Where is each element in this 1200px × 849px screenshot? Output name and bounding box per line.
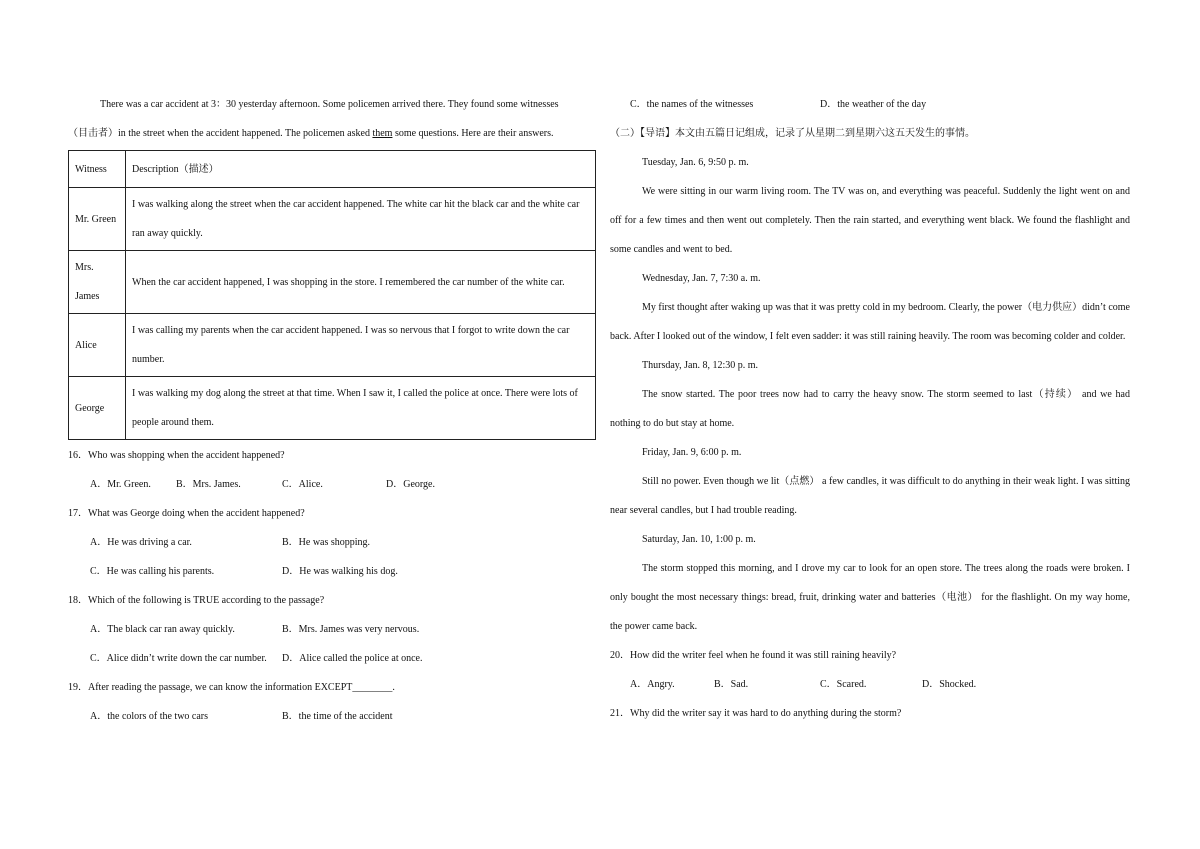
header-witness: Witness (69, 151, 126, 188)
diary-text: The storm stopped this morning, and I drove my car to look for an open store. The trees along the roads were broken. I only bought the most necessary things: bread, fruit, drinking water and batteries（电池） for the flashlight. On my way home, the power came back. (610, 563, 1130, 632)
option-c[interactable]: C．the names of the witnesses (630, 99, 754, 110)
witness-description: When the car accident happened, I was shopping in the store. I remembered the car number of the white car. (126, 251, 596, 314)
question-19 (68, 673, 596, 731)
question-17 (68, 499, 596, 586)
option-c[interactable]: C．He was calling his parents. (90, 566, 215, 577)
witness-description: I was calling my parents when the car accident happened. I was so nervous that I forgot to write down the car number. (126, 314, 596, 377)
table-row (69, 188, 596, 251)
witness-description: I was walking along the street when the car accident happened. The white car hit the black car and the white car ran away quickly. (126, 188, 596, 251)
table-row (69, 377, 596, 440)
right-column (610, 90, 1130, 728)
option-b[interactable]: B．Mrs. James. (176, 479, 241, 490)
option-c[interactable]: C．Alice. (282, 479, 323, 490)
diary-date: Friday, Jan. 9, 6:00 p. m. (642, 447, 742, 458)
question-stem: 20．How did the writer feel when he found it was still raining heavily? (610, 650, 897, 661)
witness-description: I was walking my dog along the street at that time. When I saw it, I called the police at once. There were lots of people around them. (126, 377, 596, 440)
question-18 (68, 586, 596, 673)
diary-text: We were sitting in our warm living room. The TV was on, and everything was peaceful. Suddenly the light went on and off for a few times and then went out completely. Then the rain started, and everything went black. We found the flashlight and some candles and went to bed. (610, 186, 1130, 255)
underlined-word-them: them (372, 128, 393, 139)
diary-text: The snow started. The poor trees now had to carry the heavy snow. The storm seemed to last（持续） and we had nothing to do but stay at home. (610, 389, 1130, 429)
diary-text: My first thought after waking up was that it was pretty cold in my bedroom. Clearly, the power（电力供应）didn’t come back. After I looked out of the window, I felt even sadder: it was still raining heavily. The room was becoming colder and colder. (610, 302, 1130, 342)
option-b[interactable]: B．the time of the accident (282, 711, 393, 722)
witness-name: Mr. Green (69, 188, 126, 251)
option-a[interactable]: A．Mr. Green. (90, 479, 151, 490)
question-19-continued (610, 90, 1130, 119)
option-b[interactable]: B．Mrs. James was very nervous. (282, 624, 420, 635)
witness-table (68, 150, 596, 440)
option-d[interactable]: D．He was walking his dog. (282, 566, 398, 577)
witness-name: Mrs. James (69, 251, 126, 314)
option-c[interactable]: C．Scared. (820, 679, 867, 690)
option-a[interactable]: A．Angry. (630, 679, 675, 690)
witness-name: Alice (69, 314, 126, 377)
option-d[interactable]: D．Alice called the police at once. (282, 653, 423, 664)
diary-date: Thursday, Jan. 8, 12:30 p. m. (642, 360, 759, 371)
option-b[interactable]: B．He was shopping. (282, 537, 371, 548)
diary-date: Saturday, Jan. 10, 1:00 p. m. (642, 534, 756, 545)
witness-name: George (69, 377, 126, 440)
option-a[interactable]: A．the colors of the two cars (90, 711, 209, 722)
diary-text: Still no power. Even though we lit（点燃） a few candles, it was difficult to do anything in their weak light. I was sitting near several candles, but I had trouble reading. (610, 476, 1130, 516)
intro-paragraph: There was a car accident at 3：30 yesterday afternoon. Some policemen arrived there. They found some witnesses （目击者）in the street when the accident happened. The policemen asked them some questions. Here are their answers. (68, 99, 559, 139)
diary-date: Tuesday, Jan. 6, 9:50 p. m. (642, 157, 749, 168)
diary-date: Wednesday, Jan. 7, 7:30 a. m. (642, 273, 761, 284)
passage-guide: （二）【导语】本文由五篇日记组成，记录了从星期二到星期六这五天发生的事情。 (610, 128, 975, 139)
option-d[interactable]: D．Shocked. (922, 679, 977, 690)
option-d[interactable]: D．the weather of the day (820, 99, 927, 110)
option-d[interactable]: D．George. (386, 479, 435, 490)
option-a[interactable]: A．The black car ran away quickly. (90, 624, 235, 635)
question-stem: 17．What was George doing when the accident happened? (68, 508, 305, 519)
question-16 (68, 441, 596, 499)
question-21-stem: 21．Why did the writer say it was hard to do anything during the storm? (610, 708, 902, 719)
question-stem: 19．After reading the passage, we can know the information EXCEPT________. (68, 682, 395, 693)
table-header-row (69, 151, 596, 188)
left-column (68, 90, 596, 731)
option-c[interactable]: C．Alice didn’t write down the car number. (90, 653, 267, 664)
question-stem: 16．Who was shopping when the accident happened? (68, 450, 285, 461)
header-description: Description（描述） (126, 151, 596, 188)
question-stem: 18．Which of the following is TRUE according to the passage? (68, 595, 325, 606)
table-row (69, 251, 596, 314)
question-20 (610, 641, 1130, 699)
option-b[interactable]: B．Sad. (714, 679, 749, 690)
table-row (69, 314, 596, 377)
option-a[interactable]: A．He was driving a car. (90, 537, 192, 548)
